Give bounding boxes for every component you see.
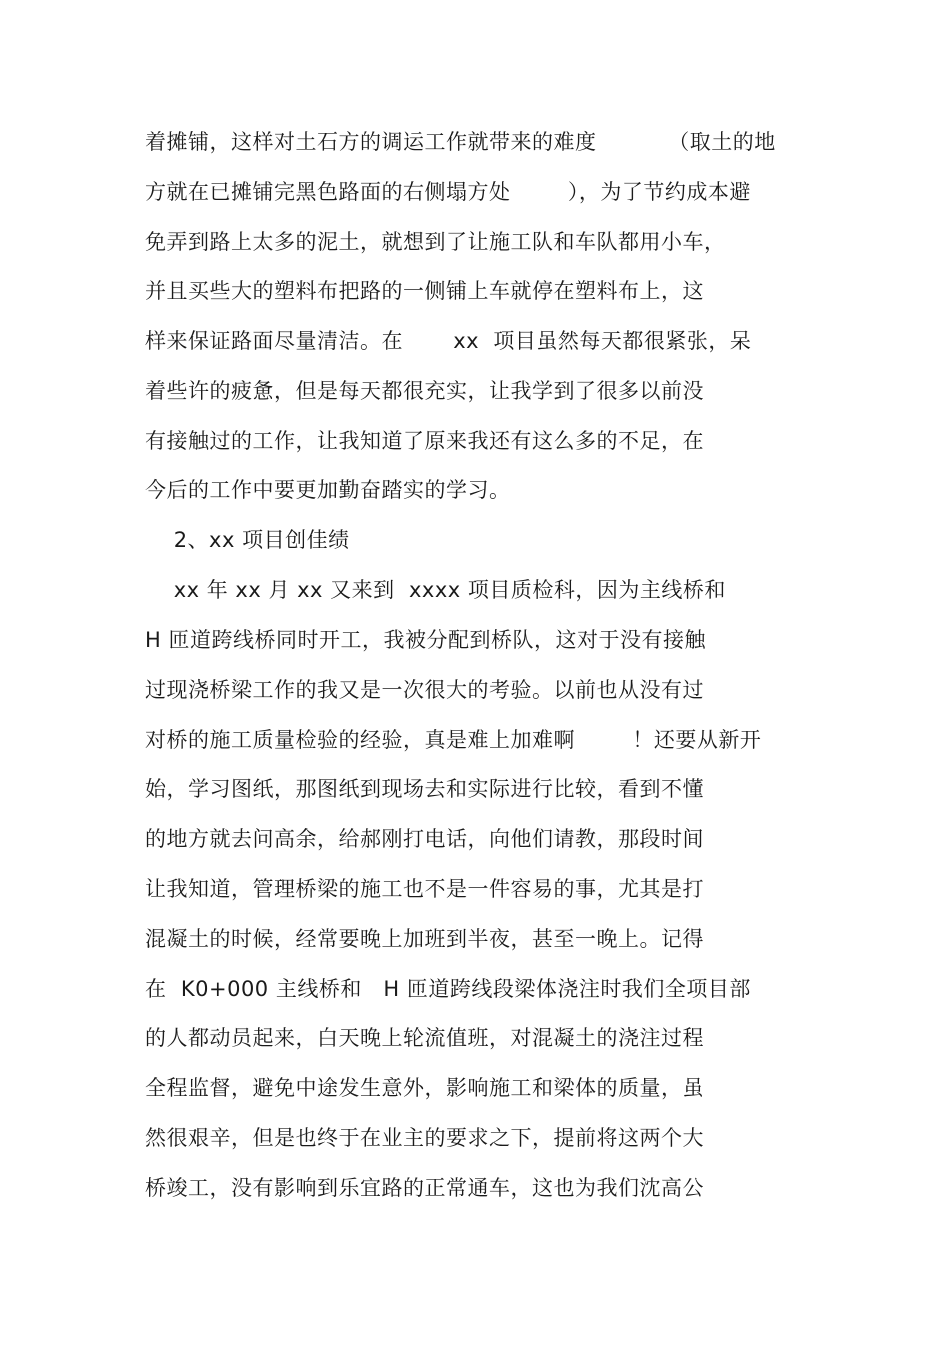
text-line: 全程监督，避免中途发生意外，影响施工和梁体的质量，虽 bbox=[145, 1076, 704, 1100]
text-line: 免弄到路上太多的泥土，就想到了让施工队和车队都用小车， bbox=[145, 230, 726, 254]
text-line: 对桥的施工质量检验的经验，真是难上加难啊 ！还要从新开 bbox=[145, 728, 762, 752]
text-line: 着摊铺，这样对土石方的调运工作就带来的难度 （取土的地 bbox=[145, 130, 776, 154]
text-line: 混凝土的时候，经常要晚上加班到半夜，甚至一晚上。记得 bbox=[145, 927, 704, 951]
text-line: 在 K0+000 主线桥和 H 匝道跨线段梁体浇注时我们全项目部 bbox=[145, 977, 751, 1001]
text-line: 样来保证路面尽量清洁。在 xx 项目虽然每天都很紧张，呆 bbox=[145, 329, 752, 353]
text-line: 让我知道，管理桥梁的施工也不是一件容易的事，尤其是打 bbox=[145, 877, 704, 901]
text-line: 的人都动员起来，白天晚上轮流值班，对混凝土的浇注过程 bbox=[145, 1026, 704, 1050]
text-line: 始，学习图纸，那图纸到现场去和实际进行比较，看到不懂 bbox=[145, 777, 704, 801]
text-line: 方就在已摊铺完黑色路面的右侧塌方处 ），为了节约成本避 bbox=[145, 180, 751, 204]
text-line: 的地方就去问高余，给郝刚打电话，向他们请教，那段时间 bbox=[145, 827, 704, 851]
text-line: 着些许的疲惫，但是每天都很充实，让我学到了很多以前没 bbox=[145, 379, 704, 403]
text-line: 有接触过的工作，让我知道了原来我还有这么多的不足，在 bbox=[145, 429, 704, 453]
text-line: 并且买些大的塑料布把路的一侧铺上车就停在塑料布上，这 bbox=[145, 279, 704, 303]
text-line: 今后的工作中要更加勤奋踏实的学习。 bbox=[145, 478, 511, 502]
text-line: xx 年 xx 月 xx 又来到 xxxx 项目质检科，因为主线桥和 bbox=[145, 578, 726, 602]
section-heading: 2、xx 项目创佳绩 bbox=[145, 528, 350, 552]
text-line: 过现浇桥梁工作的我又是一次很大的考验。以前也从没有过 bbox=[145, 678, 704, 702]
text-line: H 匝道跨线桥同时开工，我被分配到桥队，这对于没有接触 bbox=[145, 628, 706, 652]
text-line: 桥竣工，没有影响到乐宜路的正常通车，这也为我们沈高公 bbox=[145, 1176, 704, 1200]
text-line: 然很艰辛，但是也终于在业主的要求之下，提前将这两个大 bbox=[145, 1126, 704, 1150]
